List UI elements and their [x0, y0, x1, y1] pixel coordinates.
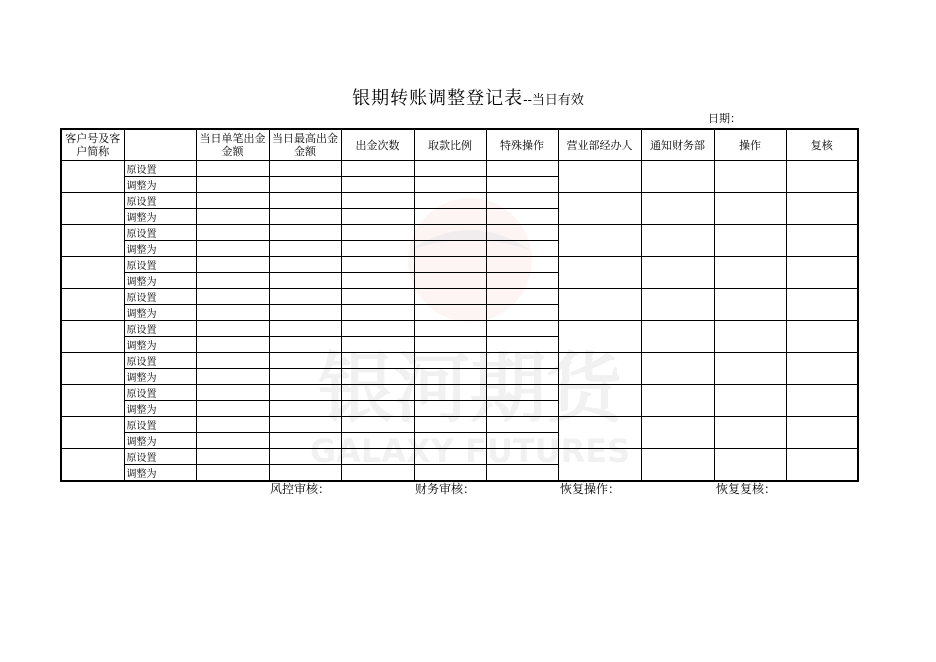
row-label-adjusted: 调整为 — [124, 177, 196, 193]
cell-notify-finance[interactable] — [641, 193, 714, 225]
cell-operate[interactable] — [714, 193, 786, 225]
cell-recheck[interactable] — [786, 417, 858, 449]
table-row — [61, 225, 858, 241]
cell-max-limit[interactable] — [269, 225, 341, 241]
cell-special[interactable] — [486, 161, 558, 177]
row-label-original: 原设置 — [124, 289, 196, 305]
row-label-original: 原设置 — [124, 257, 196, 273]
cell-count[interactable] — [341, 193, 414, 209]
cell-ratio[interactable] — [414, 353, 486, 369]
cell-count[interactable] — [341, 209, 414, 225]
row-label-adjusted: 调整为 — [124, 401, 196, 417]
cell-special[interactable] — [486, 401, 558, 417]
cell-special[interactable] — [486, 433, 558, 449]
table-row — [61, 257, 858, 273]
cell-operate[interactable] — [714, 353, 786, 385]
row-label-adjusted: 调整为 — [124, 337, 196, 353]
client-cell[interactable] — [61, 225, 124, 257]
cell-special[interactable] — [486, 353, 558, 369]
cell-recheck[interactable] — [786, 353, 858, 385]
cell-single-limit[interactable] — [196, 401, 269, 417]
cell-single-limit[interactable] — [196, 241, 269, 257]
table-row — [61, 353, 858, 369]
cell-single-limit[interactable] — [196, 449, 269, 465]
client-cell[interactable] — [61, 417, 124, 449]
cell-special[interactable] — [486, 257, 558, 273]
cell-operate[interactable] — [714, 417, 786, 449]
row-label-original: 原设置 — [124, 385, 196, 401]
cell-ratio[interactable] — [414, 449, 486, 465]
header-client: 客户号及客户简称 — [61, 129, 124, 161]
header-recheck: 复核 — [786, 129, 858, 161]
cell-count[interactable] — [341, 321, 414, 337]
cell-operate[interactable] — [714, 289, 786, 321]
row-label-adjusted: 调整为 — [124, 465, 196, 482]
cell-recheck[interactable] — [786, 321, 858, 353]
cell-special[interactable] — [486, 177, 558, 193]
cell-count[interactable] — [341, 417, 414, 433]
cell-recheck[interactable] — [786, 257, 858, 289]
cell-ratio[interactable] — [414, 305, 486, 321]
row-label-original: 原设置 — [124, 193, 196, 209]
row-label-original: 原设置 — [124, 417, 196, 433]
client-cell[interactable] — [61, 193, 124, 225]
watermark-brand-en: GALAXY FUTURES — [309, 432, 631, 470]
cell-notify-finance[interactable] — [641, 417, 714, 449]
cell-ratio[interactable] — [414, 257, 486, 273]
table-row — [61, 385, 858, 401]
cell-branch-handler[interactable] — [558, 385, 641, 417]
cell-max-limit[interactable] — [269, 257, 341, 273]
cell-count[interactable] — [341, 433, 414, 449]
cell-count[interactable] — [341, 353, 414, 369]
cell-recheck[interactable] — [786, 193, 858, 225]
row-label-adjusted: 调整为 — [124, 209, 196, 225]
cell-recheck[interactable] — [786, 449, 858, 482]
cell-single-limit[interactable] — [196, 193, 269, 209]
cell-max-limit[interactable] — [269, 305, 341, 321]
cell-ratio[interactable] — [414, 289, 486, 305]
cell-branch-handler[interactable] — [558, 193, 641, 225]
cell-max-limit[interactable] — [269, 401, 341, 417]
cell-count[interactable] — [341, 385, 414, 401]
header-ratio: 取款比例 — [414, 129, 486, 161]
footer-finance-review: 财务审核： — [415, 482, 476, 496]
cell-max-limit[interactable] — [269, 273, 341, 289]
header-max-limit: 当日最高出金金额 — [269, 129, 341, 161]
cell-single-limit[interactable] — [196, 257, 269, 273]
cell-branch-handler[interactable] — [558, 289, 641, 321]
table-header-row — [61, 129, 858, 161]
cell-recheck[interactable] — [786, 161, 858, 193]
cell-count[interactable] — [341, 177, 414, 193]
row-label-adjusted: 调整为 — [124, 305, 196, 321]
cell-operate[interactable] — [714, 225, 786, 257]
cell-ratio[interactable] — [414, 209, 486, 225]
cell-branch-handler[interactable] — [558, 449, 641, 482]
cell-count[interactable] — [341, 305, 414, 321]
table-row — [61, 417, 858, 433]
cell-ratio[interactable] — [414, 417, 486, 433]
table-row — [61, 161, 858, 177]
cell-max-limit[interactable] — [269, 241, 341, 257]
cell-notify-finance[interactable] — [641, 161, 714, 193]
cell-count[interactable] — [341, 241, 414, 257]
row-label-adjusted: 调整为 — [124, 241, 196, 257]
cell-count[interactable] — [341, 369, 414, 385]
cell-recheck[interactable] — [786, 289, 858, 321]
cell-count[interactable] — [341, 449, 414, 465]
cell-max-limit[interactable] — [269, 369, 341, 385]
client-cell[interactable] — [61, 257, 124, 289]
cell-operate[interactable] — [714, 321, 786, 353]
cell-ratio[interactable] — [414, 177, 486, 193]
client-cell[interactable] — [61, 161, 124, 193]
cell-single-limit[interactable] — [196, 369, 269, 385]
cell-single-limit[interactable] — [196, 289, 269, 305]
row-label-original: 原设置 — [124, 225, 196, 241]
cell-ratio[interactable] — [414, 433, 486, 449]
cell-special[interactable] — [486, 321, 558, 337]
cell-count[interactable] — [341, 273, 414, 289]
cell-ratio[interactable] — [414, 369, 486, 385]
cell-notify-finance[interactable] — [641, 225, 714, 257]
client-cell[interactable] — [61, 321, 124, 353]
cell-single-limit[interactable] — [196, 161, 269, 177]
cell-max-limit[interactable] — [269, 385, 341, 401]
cell-special[interactable] — [486, 337, 558, 353]
date-label: 日期： — [708, 112, 741, 125]
row-label-original: 原设置 — [124, 449, 196, 465]
cell-operate[interactable] — [714, 385, 786, 417]
cell-count[interactable] — [341, 337, 414, 353]
table-row — [61, 193, 858, 209]
cell-single-limit[interactable] — [196, 417, 269, 433]
header-count: 出金次数 — [341, 129, 414, 161]
cell-operate[interactable] — [714, 449, 786, 482]
client-cell[interactable] — [61, 449, 124, 482]
row-label-adjusted: 调整为 — [124, 273, 196, 289]
cell-max-limit[interactable] — [269, 433, 341, 449]
cell-branch-handler[interactable] — [558, 225, 641, 257]
cell-single-limit[interactable] — [196, 465, 269, 482]
cell-max-limit[interactable] — [269, 161, 341, 177]
cell-notify-finance[interactable] — [641, 449, 714, 482]
cell-max-limit[interactable] — [269, 449, 341, 465]
cell-count[interactable] — [341, 161, 414, 177]
header-special: 特殊操作 — [486, 129, 558, 161]
footer-risk-review: 风控审核： — [270, 482, 331, 496]
header-blank — [124, 129, 196, 161]
cell-operate[interactable] — [714, 257, 786, 289]
cell-single-limit[interactable] — [196, 385, 269, 401]
cell-special[interactable] — [486, 369, 558, 385]
header-operate: 操作 — [714, 129, 786, 161]
cell-single-limit[interactable] — [196, 225, 269, 241]
cell-ratio[interactable] — [414, 193, 486, 209]
register-table — [60, 128, 859, 482]
cell-single-limit[interactable] — [196, 209, 269, 225]
cell-max-limit[interactable] — [269, 289, 341, 305]
cell-count[interactable] — [341, 225, 414, 241]
cell-max-limit[interactable] — [269, 177, 341, 193]
cell-branch-handler[interactable] — [558, 161, 641, 193]
cell-special[interactable] — [486, 449, 558, 465]
watermark-brand-cn: 银河期货 — [318, 344, 622, 433]
cell-single-limit[interactable] — [196, 305, 269, 321]
cell-ratio[interactable] — [414, 273, 486, 289]
cell-special[interactable] — [486, 305, 558, 321]
cell-ratio[interactable] — [414, 385, 486, 401]
cell-notify-finance[interactable] — [641, 353, 714, 385]
title-main: 银期转账调整登记表 — [352, 88, 524, 109]
cell-single-limit[interactable] — [196, 433, 269, 449]
cell-ratio[interactable] — [414, 465, 486, 482]
cell-count[interactable] — [341, 257, 414, 273]
cell-count[interactable] — [341, 465, 414, 482]
table-row — [61, 289, 858, 305]
cell-special[interactable] — [486, 289, 558, 305]
cell-branch-handler[interactable] — [558, 353, 641, 385]
cell-special[interactable] — [486, 465, 558, 482]
header-notify-finance: 通知财务部 — [641, 129, 714, 161]
cell-notify-finance[interactable] — [641, 385, 714, 417]
cell-special[interactable] — [486, 193, 558, 209]
cell-count[interactable] — [341, 289, 414, 305]
cell-max-limit[interactable] — [269, 321, 341, 337]
cell-ratio[interactable] — [414, 225, 486, 241]
cell-single-limit[interactable] — [196, 353, 269, 369]
cell-max-limit[interactable] — [269, 353, 341, 369]
cell-ratio[interactable] — [414, 337, 486, 353]
header-branch-handler: 营业部经办人 — [558, 129, 641, 161]
cell-single-limit[interactable] — [196, 177, 269, 193]
page-title — [0, 84, 936, 110]
cell-single-limit[interactable] — [196, 321, 269, 337]
cell-notify-finance[interactable] — [641, 289, 714, 321]
cell-recheck[interactable] — [786, 385, 858, 417]
cell-special[interactable] — [486, 385, 558, 401]
cell-special[interactable] — [486, 241, 558, 257]
cell-ratio[interactable] — [414, 321, 486, 337]
footer-restore-operation: 恢复操作： — [560, 482, 621, 496]
header-single-limit: 当日单笔出金金额 — [196, 129, 269, 161]
cell-max-limit[interactable] — [269, 417, 341, 433]
cell-ratio[interactable] — [414, 401, 486, 417]
client-cell[interactable] — [61, 289, 124, 321]
cell-special[interactable] — [486, 417, 558, 433]
footer-restore-recheck: 恢复复核： — [716, 482, 777, 496]
cell-ratio[interactable] — [414, 241, 486, 257]
cell-single-limit[interactable] — [196, 273, 269, 289]
cell-branch-handler[interactable] — [558, 417, 641, 449]
cell-max-limit[interactable] — [269, 465, 341, 482]
table-row — [61, 321, 858, 337]
cell-special[interactable] — [486, 209, 558, 225]
cell-max-limit[interactable] — [269, 193, 341, 209]
client-cell[interactable] — [61, 385, 124, 417]
cell-operate[interactable] — [714, 161, 786, 193]
cell-ratio[interactable] — [414, 161, 486, 177]
row-label-original: 原设置 — [124, 321, 196, 337]
row-label-adjusted: 调整为 — [124, 433, 196, 449]
cell-branch-handler[interactable] — [558, 257, 641, 289]
client-cell[interactable] — [61, 353, 124, 385]
title-sub: --当日有效 — [523, 93, 584, 108]
cell-max-limit[interactable] — [269, 337, 341, 353]
cell-notify-finance[interactable] — [641, 321, 714, 353]
cell-single-limit[interactable] — [196, 337, 269, 353]
cell-max-limit[interactable] — [269, 209, 341, 225]
row-label-original: 原设置 — [124, 353, 196, 369]
cell-notify-finance[interactable] — [641, 257, 714, 289]
cell-recheck[interactable] — [786, 225, 858, 257]
row-label-adjusted: 调整为 — [124, 369, 196, 385]
row-label-original: 原设置 — [124, 161, 196, 177]
cell-special[interactable] — [486, 225, 558, 241]
table-row — [61, 449, 858, 465]
cell-count[interactable] — [341, 401, 414, 417]
cell-branch-handler[interactable] — [558, 321, 641, 353]
cell-special[interactable] — [486, 273, 558, 289]
